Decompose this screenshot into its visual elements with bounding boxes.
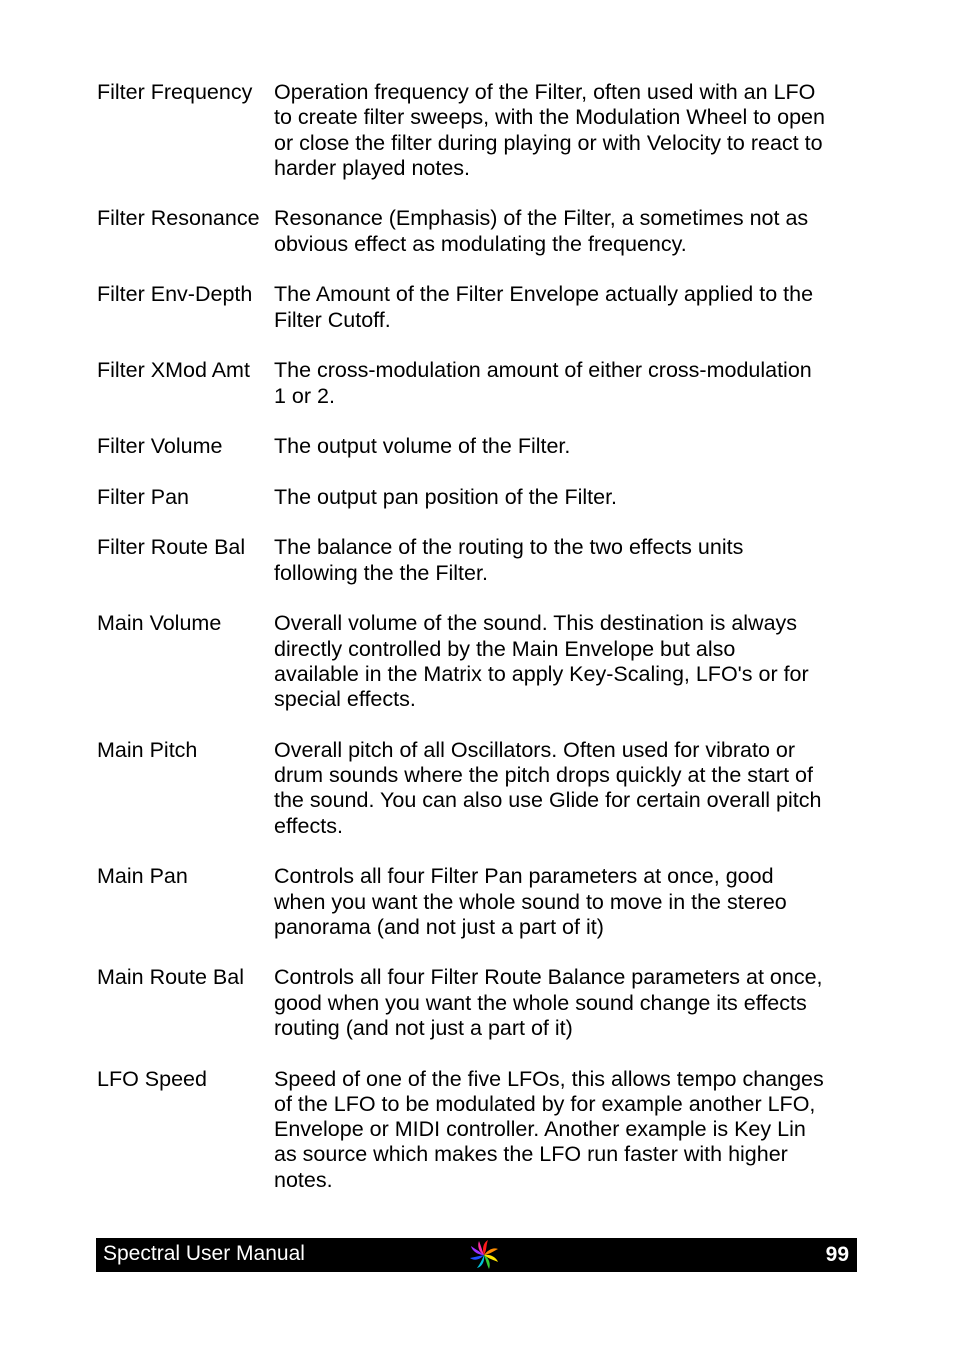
parameter-description <box>274 864 867 940</box>
description-line: Resonance (Emphasis) of the Filter, a sometimes not as <box>274 206 809 231</box>
description-line: Overall volume of the sound. This destination is always <box>274 611 798 636</box>
parameter-term: LFO Speed <box>97 1066 207 1091</box>
description-line: Filter Cutoff. <box>274 307 391 332</box>
description-line: of the LFO to be modulated by for example another LFO, <box>274 1091 816 1116</box>
parameter-term: Main Pitch <box>97 737 198 762</box>
parameter-description <box>274 965 867 1041</box>
definition-entry <box>97 738 867 839</box>
description-line: routing (and not just a part of it) <box>274 1015 573 1040</box>
parameter-term: Filter Route Bal <box>97 535 246 560</box>
parameter-term: Main Route Bal <box>97 965 244 990</box>
description-line: notes. <box>274 1167 333 1192</box>
definition-entry <box>97 358 867 409</box>
definition-entry <box>97 80 867 181</box>
parameter-term: Filter XMod Amt <box>97 358 250 383</box>
description-line: effects. <box>274 813 343 838</box>
footer-manual-title: Spectral User Manual <box>103 1242 305 1265</box>
description-line: drum sounds where the pitch drops quickly at the start of <box>274 763 813 788</box>
parameter-description <box>274 485 867 510</box>
page-footer <box>96 1238 857 1272</box>
description-line: Operation frequency of the Filter, often used with an LFO <box>274 80 816 104</box>
parameter-description <box>274 282 867 333</box>
description-line: 1 or 2. <box>274 383 335 408</box>
description-line: Controls all four Filter Route Balance parameters at once, <box>274 965 823 990</box>
description-line: the sound. You can also use Glide for certain overall pitch <box>274 788 822 813</box>
parameter-description <box>274 358 867 409</box>
parameter-description <box>274 611 867 712</box>
description-line: special effects. <box>274 687 416 712</box>
description-line: The Amount of the Filter Envelope actually applied to the <box>274 282 814 307</box>
definition-entry <box>97 611 867 712</box>
parameter-description <box>274 738 867 839</box>
description-line: The cross-modulation amount of either cross-modulation <box>274 358 812 383</box>
description-line: as source which makes the LFO run faster with higher <box>274 1142 788 1167</box>
footer-page-number: 99 <box>825 1243 849 1266</box>
description-line: good when you want the whole sound change its effects <box>274 990 807 1015</box>
description-line: Overall pitch of all Oscillators. Often used for vibrato or <box>274 737 795 762</box>
description-line: Speed of one of the five LFOs, this allows tempo changes <box>274 1066 824 1091</box>
description-line: available in the Matrix to apply Key-Scaling, LFO's or for <box>274 661 809 686</box>
definition-entry <box>97 864 867 940</box>
definition-entry <box>97 965 867 1041</box>
parameter-definition-list <box>97 80 867 1218</box>
description-line: or close the filter during playing or with Velocity to react to <box>274 130 823 155</box>
description-line: obvious effect as modulating the frequency. <box>274 231 687 256</box>
parameter-term: Main Volume <box>97 611 222 636</box>
parameter-term: Filter Env-Depth <box>97 282 253 307</box>
description-line: The output volume of the Filter. <box>274 434 571 459</box>
spectral-swirl-logo-icon <box>467 1238 501 1272</box>
parameter-description <box>274 80 867 181</box>
description-line: following the the Filter. <box>274 560 488 585</box>
definition-entry <box>97 282 867 333</box>
definition-entry <box>97 206 867 257</box>
parameter-term: Filter Frequency <box>97 80 253 104</box>
parameter-description <box>274 206 867 257</box>
definition-entry <box>97 535 867 586</box>
description-line: Envelope or MIDI controller. Another example is Key Lin <box>274 1117 806 1142</box>
parameter-description <box>274 535 867 586</box>
description-line: The output pan position of the Filter. <box>274 484 618 509</box>
description-line: to create filter sweeps, with the Modulation Wheel to open <box>274 105 825 130</box>
definition-entry <box>97 434 867 459</box>
description-line: panorama (and not just a part of it) <box>274 914 604 939</box>
definition-entry <box>97 1067 867 1193</box>
parameter-description <box>274 1067 867 1193</box>
parameter-term: Filter Pan <box>97 484 190 509</box>
parameter-term: Main Pan <box>97 864 188 889</box>
description-line: when you want the whole sound to move in the stereo <box>274 889 787 914</box>
parameter-term: Filter Volume <box>97 434 223 459</box>
definition-entry <box>97 485 867 510</box>
description-line: The balance of the routing to the two effects units <box>274 535 744 560</box>
description-line: harder played notes. <box>274 155 471 180</box>
description-line: Controls all four Filter Pan parameters at once, good <box>274 864 774 889</box>
description-line: directly controlled by the Main Envelope but also <box>274 636 736 661</box>
parameter-description <box>274 434 867 459</box>
parameter-term: Filter Resonance <box>97 206 260 231</box>
